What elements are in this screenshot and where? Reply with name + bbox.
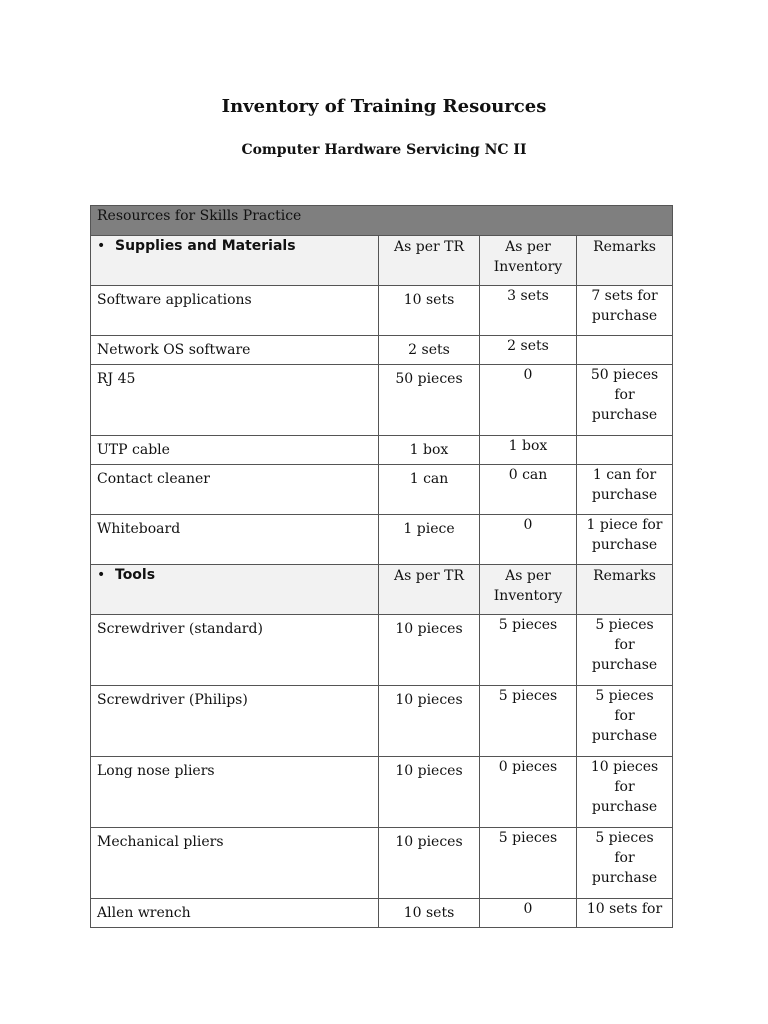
item-inventory: 1 box [480, 436, 577, 465]
item-remarks [577, 436, 673, 465]
item-name: Software applications [91, 286, 379, 336]
item-inventory: 5 pieces [480, 615, 577, 686]
header-tr: As per TR [379, 565, 480, 615]
section-label-cell [91, 565, 379, 615]
header-remarks: Remarks [577, 236, 673, 286]
item-inventory: 0 [480, 515, 577, 565]
banner-cell: Resources for Skills Practice [91, 206, 673, 236]
inventory-table [90, 205, 673, 928]
item-tr: 10 pieces [379, 828, 480, 899]
bullet-icon: • [97, 238, 106, 254]
bullet-icon: • [97, 567, 106, 583]
table-row [91, 757, 673, 828]
item-inventory: 5 pieces [480, 828, 577, 899]
table-row [91, 365, 673, 436]
item-remarks: 5 pieces for purchase [577, 828, 673, 899]
item-inventory: 0 pieces [480, 757, 577, 828]
item-inventory: 0 [480, 899, 577, 928]
item-name: Long nose pliers [91, 757, 379, 828]
section-label: Supplies and Materials [115, 238, 296, 254]
item-remarks: 1 can for purchase [577, 465, 673, 515]
banner-row [91, 206, 673, 236]
item-name: Allen wrench [91, 899, 379, 928]
item-remarks: 10 sets for [577, 899, 673, 928]
item-name: Contact cleaner [91, 465, 379, 515]
section-label: Tools [115, 567, 156, 583]
item-remarks: 10 pieces for purchase [577, 757, 673, 828]
item-inventory: 3 sets [480, 286, 577, 336]
item-name: Whiteboard [91, 515, 379, 565]
table-row [91, 336, 673, 365]
table-row [91, 515, 673, 565]
header-remarks: Remarks [577, 565, 673, 615]
document-title: Inventory of Training Resources [221, 96, 547, 117]
item-remarks: 5 pieces for purchase [577, 615, 673, 686]
item-remarks: 7 sets for purchase [577, 286, 673, 336]
item-name: RJ 45 [91, 365, 379, 436]
item-tr: 2 sets [379, 336, 480, 365]
item-remarks: 50 pieces for purchase [577, 365, 673, 436]
document-subtitle: Computer Hardware Servicing NC II [241, 142, 527, 158]
item-inventory: 0 [480, 365, 577, 436]
table-row [91, 615, 673, 686]
table-row [91, 436, 673, 465]
item-tr: 1 piece [379, 515, 480, 565]
item-tr: 50 pieces [379, 365, 480, 436]
header-tr: As per TR [379, 236, 480, 286]
item-remarks: 1 piece for purchase [577, 515, 673, 565]
item-tr: 10 sets [379, 899, 480, 928]
item-remarks [577, 336, 673, 365]
item-tr: 1 box [379, 436, 480, 465]
table-row [91, 286, 673, 336]
header-inventory: As per Inventory [480, 236, 577, 286]
item-remarks: 5 pieces for purchase [577, 686, 673, 757]
item-tr: 1 can [379, 465, 480, 515]
table-row [91, 899, 673, 928]
table-row [91, 465, 673, 515]
table-row [91, 828, 673, 899]
item-tr: 10 pieces [379, 686, 480, 757]
item-tr: 10 pieces [379, 757, 480, 828]
item-inventory: 0 can [480, 465, 577, 515]
item-name: Mechanical pliers [91, 828, 379, 899]
item-inventory: 5 pieces [480, 686, 577, 757]
item-name: UTP cable [91, 436, 379, 465]
section-header-row [91, 236, 673, 286]
section-header-row [91, 565, 673, 615]
header-inventory: As per Inventory [480, 565, 577, 615]
item-name: Screwdriver (Philips) [91, 686, 379, 757]
table-row [91, 686, 673, 757]
item-tr: 10 pieces [379, 615, 480, 686]
item-name: Screwdriver (standard) [91, 615, 379, 686]
section-label-cell [91, 236, 379, 286]
item-name: Network OS software [91, 336, 379, 365]
item-inventory: 2 sets [480, 336, 577, 365]
item-tr: 10 sets [379, 286, 480, 336]
